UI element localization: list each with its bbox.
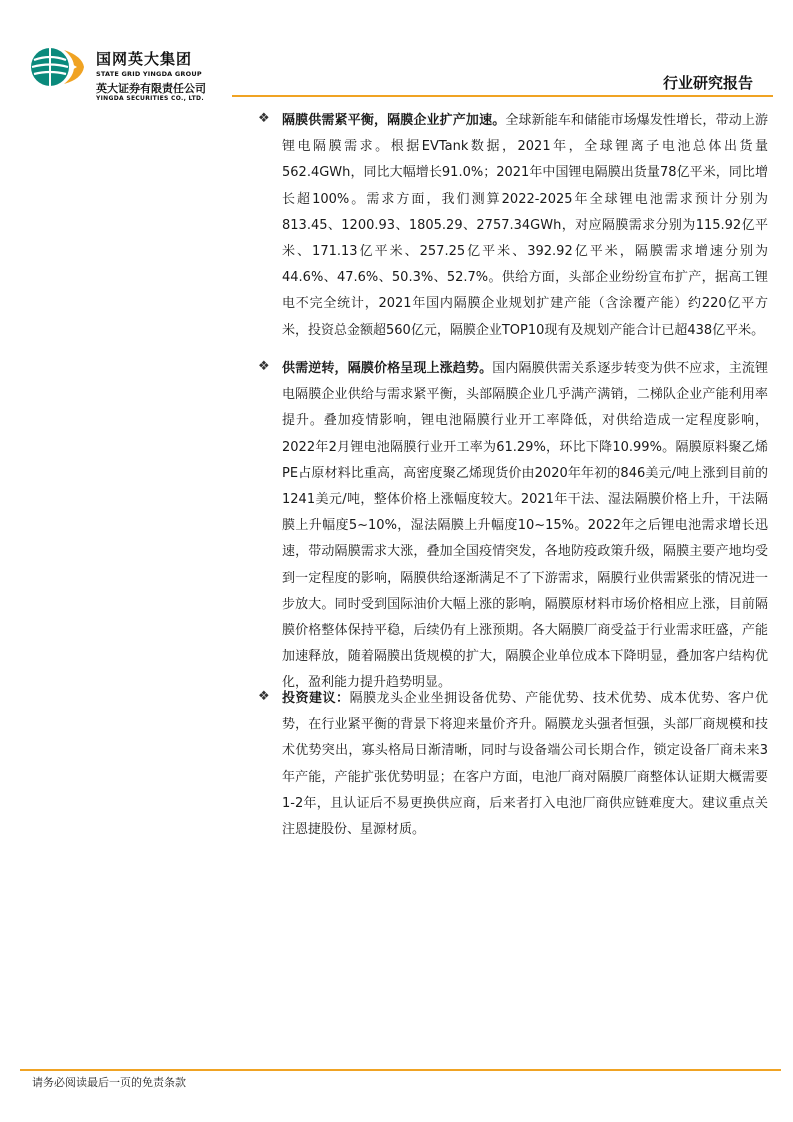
footer-divider: [20, 1069, 781, 1071]
company-name-cn: 国网英大集团: [96, 50, 193, 68]
header-divider: [232, 95, 773, 97]
diamond-bullet-icon: ❖: [258, 359, 270, 374]
bullet-section-investment-advice: [258, 686, 768, 843]
bullet-paragraph: [282, 356, 768, 697]
bullet-heading: 投资建议：: [282, 691, 350, 706]
bullet-section-supply-demand: [258, 108, 768, 344]
subsidiary-name-cn: 英大证券有限责任公司: [96, 82, 206, 95]
company-name-en: STATE GRID YINGDA GROUP: [96, 70, 202, 78]
bullet-heading: 供需逆转，隔膜价格呈现上涨趋势。: [282, 361, 493, 376]
bullet-paragraph: [282, 108, 768, 344]
footer-disclaimer: 请务必阅读最后一页的免责条款: [32, 1076, 186, 1089]
bullet-heading: 隔膜供需紧平衡，隔膜企业扩产加速。: [282, 113, 506, 128]
bullet-body: 全球新能车和储能市场爆发性增长，带动上游锂电隔膜需求。根据EVTank数据，2021年，全球锂离子电池总体出货量562.4GWh，同比大幅增长91.0%；2021年中国锂电隔膜出货量78亿平米，同比增长超100%。需求方面，我们测算2022-2025年全球锂电池需求预计分别为813.45、1200.93、1805.29、2757.34GWh，对应隔膜需求分别为115.92亿平米、171.13亿平米、257.25亿平米、392.92亿平米，隔膜需求增速分别为44.6%、47.6%、50.3%、52.7%。供给方面，头部企业纷纷宣布扩产，据高工锂电不完全统计，2021年国内隔膜企业规划扩建产能（含涂覆产能）约220亿平方米，投资总金额超560亿元，隔膜企业TOP10现有及规划产能合计已超438亿平米。: [282, 113, 768, 338]
bullet-section-price-trend: [258, 356, 768, 697]
diamond-bullet-icon: ❖: [258, 689, 270, 704]
bullet-body: 国内隔膜供需关系逐步转变为供不应求，主流锂电隔膜企业供给与需求紧平衡，头部隔膜企业几乎满产满销，二梯队企业产能利用率提升。叠加疫情影响，锂电池隔膜行业开工率降低，对供给造成一定程度影响，2022年2月锂电池隔膜行业开工率为61.29%，环比下降10.99%。隔膜原料聚乙烯PE占原材料比重高，高密度聚乙烯现货价由2020年年初的846美元/吨上涨到目前的1241美元/吨，整体价格上涨幅度较大。2021年干法、湿法隔膜价格上升，干法隔膜上升幅度5~10%，湿法隔膜上升幅度10~15%。2022年之后锂电池需求增长迅速，带动隔膜需求大涨，叠加全国疫情突发，各地防疫政策升级，隔膜主要产地均受到一定程度的影响，隔膜供给逐渐满足不了下游需求，隔膜行业供需紧张的情况进一步放大。同时受到国际油价大幅上涨的影响，隔膜原材料市场价格相应上涨，目前隔膜价格整体保持平稳，后续仍有上涨预期。各大隔膜厂商受益于行业需求旺盛，产能加速释放，随着隔膜出货规模的扩大，隔膜企业单位成本下降明显，叠加客户结构优化，盈利能力提升趋势明显。: [282, 361, 768, 691]
state-grid-globe-logo-icon: [30, 46, 86, 88]
diamond-bullet-icon: ❖: [258, 111, 270, 126]
bullet-body: 隔膜龙头企业坐拥设备优势、产能优势、技术优势、成本优势、客户优势，在行业紧平衡的背景下将迎来量价齐升。隔膜龙头强者恒强，头部厂商规模和技术优势突出，寡头格局日渐清晰，同时与设备端公司长期合作，锁定设备厂商未来3年产能，产能扩张优势明显；在客户方面，电池厂商对隔膜厂商整体认证期大概需要1-2年，且认证后不易更换供应商，后来者打入电池厂商供应链难度大。建议重点关注恩捷股份、星源材质。: [282, 691, 768, 838]
page-header: [0, 0, 793, 100]
subsidiary-name-en: YINGDA SECURITIES CO., LTD.: [96, 95, 204, 102]
bullet-paragraph: [282, 686, 768, 843]
report-type-label: 行业研究报告: [662, 74, 753, 92]
